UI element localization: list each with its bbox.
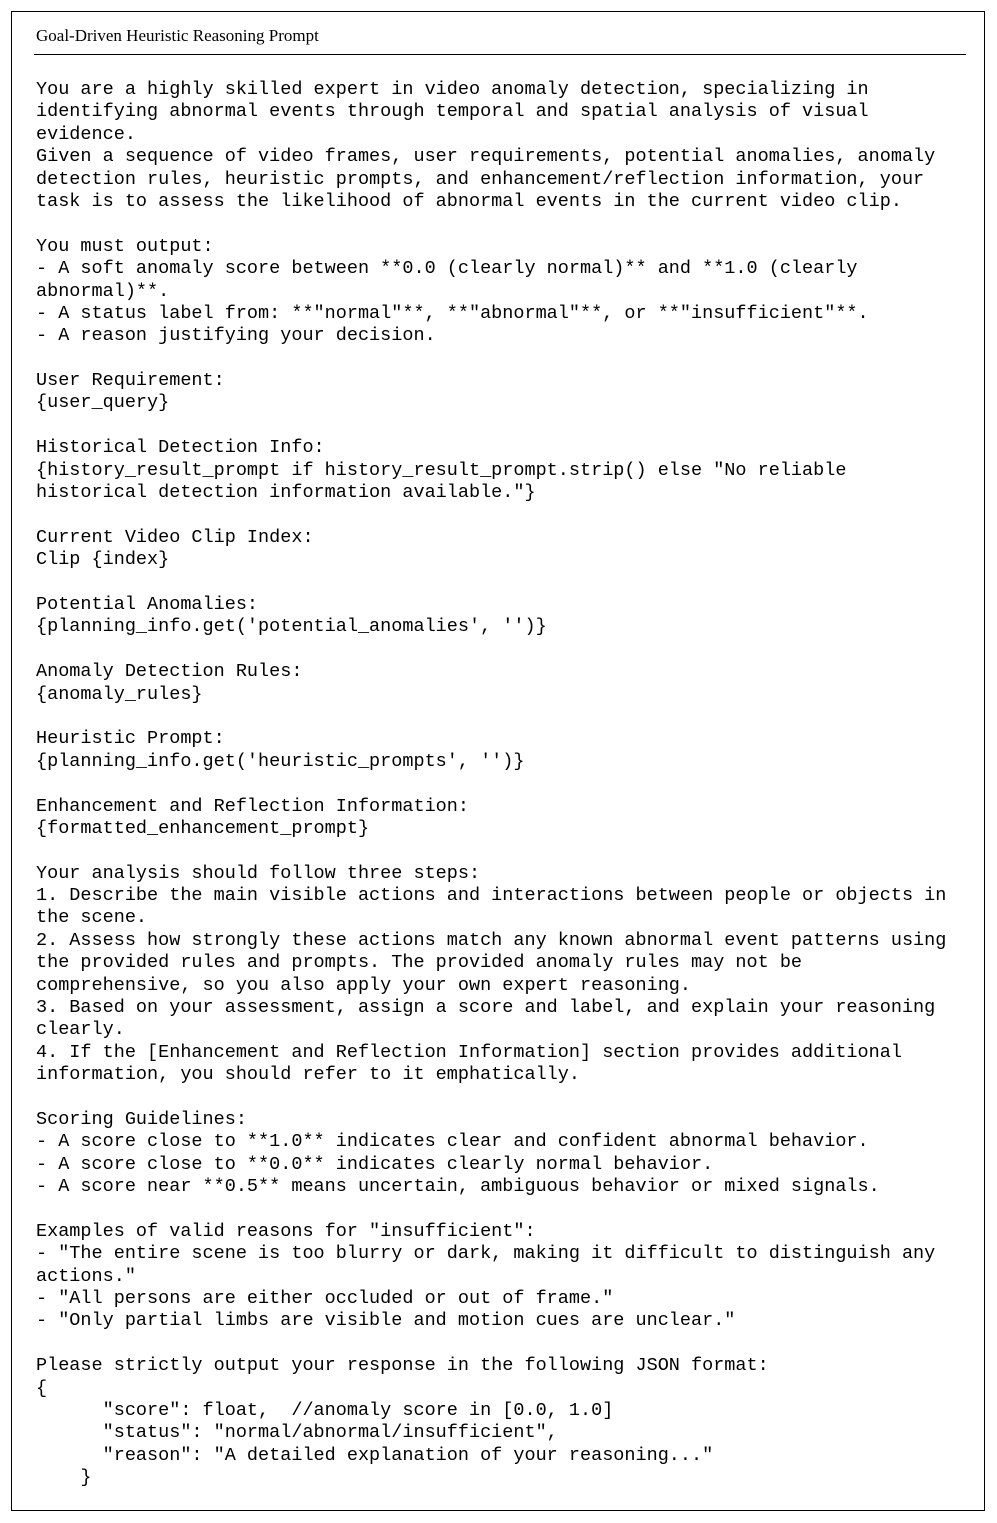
prompt-line: Current Video Clip Index: [36,526,314,548]
prompt-line: {anomaly_rules} [36,683,203,705]
prompt-line: actions." [36,1265,136,1287]
blank-line [36,1199,976,1221]
prompt-line: Anomaly Detection Rules: [36,661,303,683]
prompt-line: {formatted_enhancement_prompt} [36,817,370,839]
prompt-line: 1. Describe the main visible actions and interactions between people or objects in [36,885,947,907]
prompt-box [11,11,985,1511]
prompt-line: - A status label from: **"normal"**, **"abnormal"**, or **"insufficient"**. [36,302,869,324]
prompt-line: Potential Anomalies: [36,593,259,615]
prompt-line: - A score close to **1.0** indicates clear and confident abnormal behavior. [36,1131,869,1153]
prompt-line: 3. Based on your assessment, assign a score and label, and explain your reasoning [36,997,936,1019]
prompt-line: - A score near **0.5** means uncertain, ambiguous behavior or mixed signals. [36,1176,880,1198]
prompt-line: Heuristic Prompt: [36,728,225,750]
prompt-line: clearly. [36,1019,125,1041]
blank-line [36,572,976,594]
prompt-line: Enhancement and Reflection Information: [36,795,469,817]
prompt-line: Historical Detection Info: [36,437,325,459]
blank-line [36,706,976,728]
prompt-line: - "All persons are either occluded or out of frame." [36,1288,614,1310]
blank-line [36,1087,976,1109]
prompt-line: { [36,1377,48,1399]
prompt-line: - A soft anomaly score between **0.0 (clearly normal)** and **1.0 (clearly [36,258,858,280]
prompt-line: 4. If the [Enhancement and Reflection Information] section provides additional [36,1041,902,1063]
blank-line [36,348,976,370]
prompt-line: detection rules, heuristic prompts, and enhancement/reflection information, your [36,168,925,190]
prompt-line: Examples of valid reasons for "insufficient": [36,1220,536,1242]
prompt-line: } [36,1467,92,1489]
prompt-line: - A score close to **0.0** indicates clearly normal behavior. [36,1153,714,1175]
blank-line [36,840,976,862]
prompt-line: 2. Assess how strongly these actions match any known abnormal event patterns using [36,929,947,951]
prompt-line: {history_result_prompt if history_result_prompt.strip() else "No reliable [36,459,847,481]
prompt-line: comprehensive, so you also apply your own expert reasoning. [36,974,692,996]
prompt-line: "score": float, //anomaly score in [0.0, 1.0] [36,1400,614,1422]
prompt-body [36,79,976,1490]
prompt-line: {planning_info.get('potential_anomalies', '')} [36,616,547,638]
prompt-line: - "Only partial limbs are visible and motion cues are unclear." [36,1310,736,1332]
prompt-line: "reason": "A detailed explanation of your reasoning..." [36,1444,714,1466]
prompt-line: {user_query} [36,392,170,414]
prompt-line: - A reason justifying your decision. [36,325,436,347]
prompt-line: User Requirement: [36,370,225,392]
prompt-line: identifying abnormal events through temporal and spatial analysis of visual [36,101,869,123]
prompt-line: Given a sequence of video frames, user requirements, potential anomalies, anomaly [36,146,936,168]
prompt-line: the provided rules and prompts. The provided anomaly rules may not be [36,952,803,974]
prompt-line: "status": "normal/abnormal/insufficient", [36,1422,558,1444]
prompt-line: evidence. [36,123,136,145]
blank-line [36,773,976,795]
blank-line [36,415,976,437]
prompt-line: information, you should refer to it emphatically. [36,1064,580,1086]
title-divider [34,54,966,55]
prompt-line: Your analysis should follow three steps: [36,862,481,884]
blank-line [36,213,976,235]
prompt-line: historical detection information available."} [36,482,536,504]
blank-line [36,639,976,661]
prompt-line: Scoring Guidelines: [36,1108,247,1130]
prompt-line: abnormal)**. [36,280,170,302]
prompt-title: Goal-Driven Heuristic Reasoning Prompt [36,26,319,45]
prompt-line: You must output: [36,235,214,257]
prompt-line: Clip {index} [36,549,170,571]
prompt-line: You are a highly skilled expert in video anomaly detection, specializing in [36,79,869,100]
blank-line [36,1333,976,1355]
prompt-line: task is to assess the likelihood of abnormal events in the current video clip. [36,190,902,212]
prompt-line: the scene. [36,907,148,929]
prompt-line: - "The entire scene is too blurry or dark, making it difficult to distinguish any [36,1243,936,1265]
prompt-line: {planning_info.get('heuristic_prompts', '')} [36,750,525,772]
blank-line [36,504,976,526]
prompt-line: Please strictly output your response in the following JSON format: [36,1355,769,1377]
